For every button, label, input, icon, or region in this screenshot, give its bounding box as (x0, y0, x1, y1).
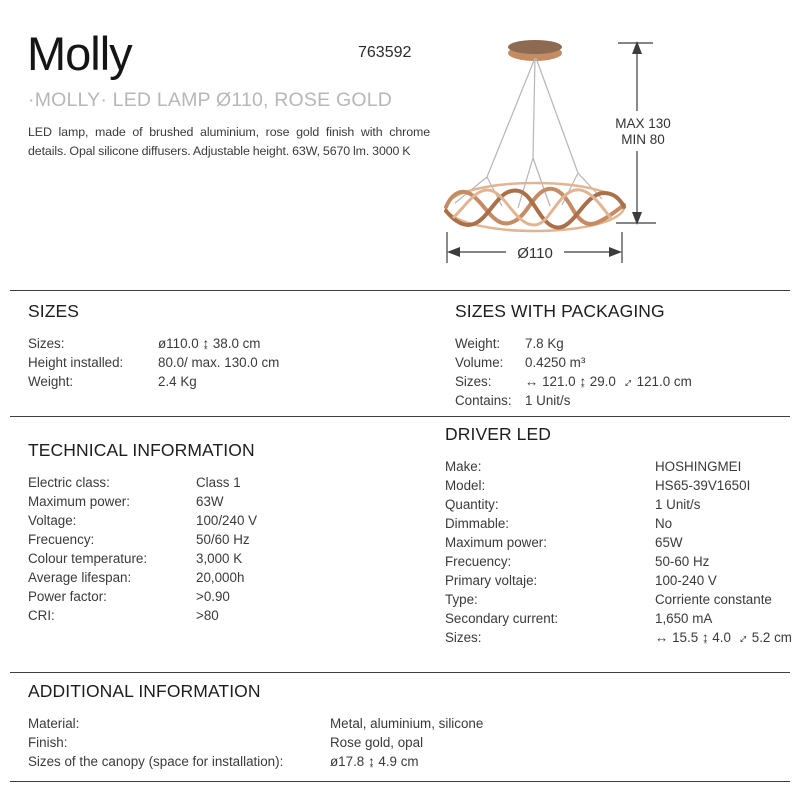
spec-label: Sizes: (455, 374, 492, 389)
spec-value: 2.4 Kg (158, 374, 197, 389)
spec-row (455, 372, 692, 391)
max-height-label: MAX 130 (615, 116, 671, 131)
spec-value: 0.4250 m³ (525, 355, 586, 370)
spec-row (445, 457, 792, 476)
spec-row (28, 587, 257, 606)
spec-row (455, 391, 692, 410)
section-additional-information (28, 681, 483, 771)
arrow-right-icon (609, 247, 622, 257)
spec-label: Type: (445, 592, 478, 607)
spec-label: Dimmable: (445, 516, 509, 531)
spec-row (28, 549, 257, 568)
spec-value: HOSHINGMEI (655, 459, 742, 474)
product-code: 763592 (358, 44, 412, 61)
sizes-spec-list (28, 334, 279, 391)
spec-value: No (655, 516, 673, 531)
spec-value: 65W (655, 535, 683, 550)
spec-label: Power factor: (28, 589, 107, 604)
spec-label: Weight: (28, 374, 74, 389)
spec-row (28, 752, 483, 771)
section-driver-led (445, 424, 792, 647)
lamp-ring (446, 183, 624, 231)
spec-label: Primary voltaje: (445, 573, 538, 588)
spec-value: 3,000 K (196, 551, 243, 566)
diagonal-arrow-icon: ↔ (731, 627, 752, 648)
section-packaging-title: SIZES WITH PACKAGING (455, 301, 665, 321)
technical-spec-list (28, 473, 257, 625)
lamp-canopy (508, 40, 562, 61)
spec-label: Make: (445, 459, 482, 474)
spec-value: 7.8 Kg (525, 336, 564, 351)
spec-label: Frecuency: (445, 554, 512, 569)
spec-value: 63W (196, 494, 224, 509)
page-title: Molly (27, 27, 132, 80)
spec-label: Average lifespan: (28, 570, 132, 585)
spec-label: Maximum power: (445, 535, 547, 550)
spec-row (28, 372, 279, 391)
spec-value: Metal, aluminium, silicone (330, 716, 484, 731)
spec-row (28, 606, 257, 625)
spec-row (445, 495, 792, 514)
spec-label: CRI: (28, 608, 55, 623)
additional-spec-list (28, 714, 483, 771)
spec-row (28, 473, 257, 492)
spec-value: 80.0/ max. 130.0 cm (158, 355, 280, 370)
spec-label: Voltage: (28, 513, 77, 528)
lamp-diagram (430, 25, 780, 275)
spec-row (445, 552, 792, 571)
spec-label: Sizes of the canopy (space for installation): (28, 754, 284, 769)
spec-value: ↔ 121.0 ↨ 29.0 ↔ 121.0 cm (525, 371, 692, 392)
section-sizes-with-packaging (455, 301, 692, 410)
spec-value: >80 (196, 608, 219, 623)
min-height-label: MIN 80 (621, 132, 665, 147)
product-subtitle: ·MOLLY· LED LAMP Ø110, ROSE GOLD (28, 89, 393, 111)
spec-row (445, 628, 792, 647)
spec-value: >0.90 (196, 589, 230, 604)
spec-row (28, 492, 257, 511)
spec-value: 50/60 Hz (196, 532, 250, 547)
spec-value: 1 Unit/s (655, 497, 701, 512)
spec-label: Quantity: (445, 497, 499, 512)
spec-label: Colour temperature: (28, 551, 148, 566)
spec-row (445, 533, 792, 552)
spec-value: Rose gold, opal (330, 735, 424, 750)
spec-value: ø110.0 ↨ 38.0 cm (158, 336, 261, 351)
spec-row (28, 511, 257, 530)
spec-value: ↔ 15.5 ↨ 4.0 ↔ 5.2 cm (655, 627, 792, 648)
spec-value: HS65-39V1650I (655, 478, 751, 493)
spec-row (28, 714, 483, 733)
driver-spec-list (445, 457, 792, 647)
packaging-spec-list (455, 334, 692, 410)
spec-value: Corriente constante (655, 592, 772, 607)
spec-row (445, 476, 792, 495)
spec-value: 20,000h (196, 570, 245, 585)
spec-row (28, 353, 279, 372)
spec-label: Secondary current: (445, 611, 559, 626)
spec-row (445, 609, 792, 628)
diameter-label: Ø110 (517, 245, 553, 262)
spec-row (455, 334, 692, 353)
divider (10, 290, 790, 291)
divider (10, 672, 790, 673)
spec-label: Frecuency: (28, 532, 95, 547)
section-additional-title: ADDITIONAL INFORMATION (28, 681, 261, 701)
spec-row (455, 353, 692, 372)
spec-value: 100/240 V (196, 513, 258, 528)
spec-value: ø17.8 ↨ 4.9 cm (330, 754, 419, 769)
spec-value: 1 Unit/s (525, 393, 571, 408)
spec-label: Height installed: (28, 355, 124, 370)
spec-label: Volume: (455, 355, 504, 370)
spec-label: Model: (445, 478, 486, 493)
spec-label: Weight: (455, 336, 501, 351)
section-sizes (28, 301, 279, 391)
spec-row (28, 334, 279, 353)
spec-label: Electric class: (28, 475, 110, 490)
spec-label: Sizes: (445, 630, 482, 645)
spec-label: Material: (28, 716, 80, 731)
arrow-left-icon (447, 247, 460, 257)
spec-row (445, 590, 792, 609)
divider (10, 781, 790, 782)
spec-label: Maximum power: (28, 494, 130, 509)
spec-value: Class 1 (196, 475, 241, 490)
section-sizes-title: SIZES (28, 301, 80, 321)
spec-value: 100-240 V (655, 573, 717, 588)
spec-label: Finish: (28, 735, 68, 750)
spec-row (28, 568, 257, 587)
product-description: LED lamp, made of brushed aluminium, rose gold finish with chrome details. Opal silicone diffusers. Adjustable height. 63W, 5670 lm. 3000 K (28, 125, 430, 158)
divider (10, 416, 790, 417)
section-technical-title: TECHNICAL INFORMATION (28, 440, 255, 460)
spec-value: 50-60 Hz (655, 554, 710, 569)
spec-row (28, 530, 257, 549)
diagonal-arrow-icon: ↔ (616, 371, 637, 392)
spec-row (445, 514, 792, 533)
spec-value: 1,650 mA (655, 611, 713, 626)
spec-label: Sizes: (28, 336, 65, 351)
spec-row (28, 733, 483, 752)
spec-label: Contains: (455, 393, 512, 408)
section-driver-title: DRIVER LED (445, 424, 552, 444)
spec-row (445, 571, 792, 590)
section-technical-information (28, 440, 257, 625)
